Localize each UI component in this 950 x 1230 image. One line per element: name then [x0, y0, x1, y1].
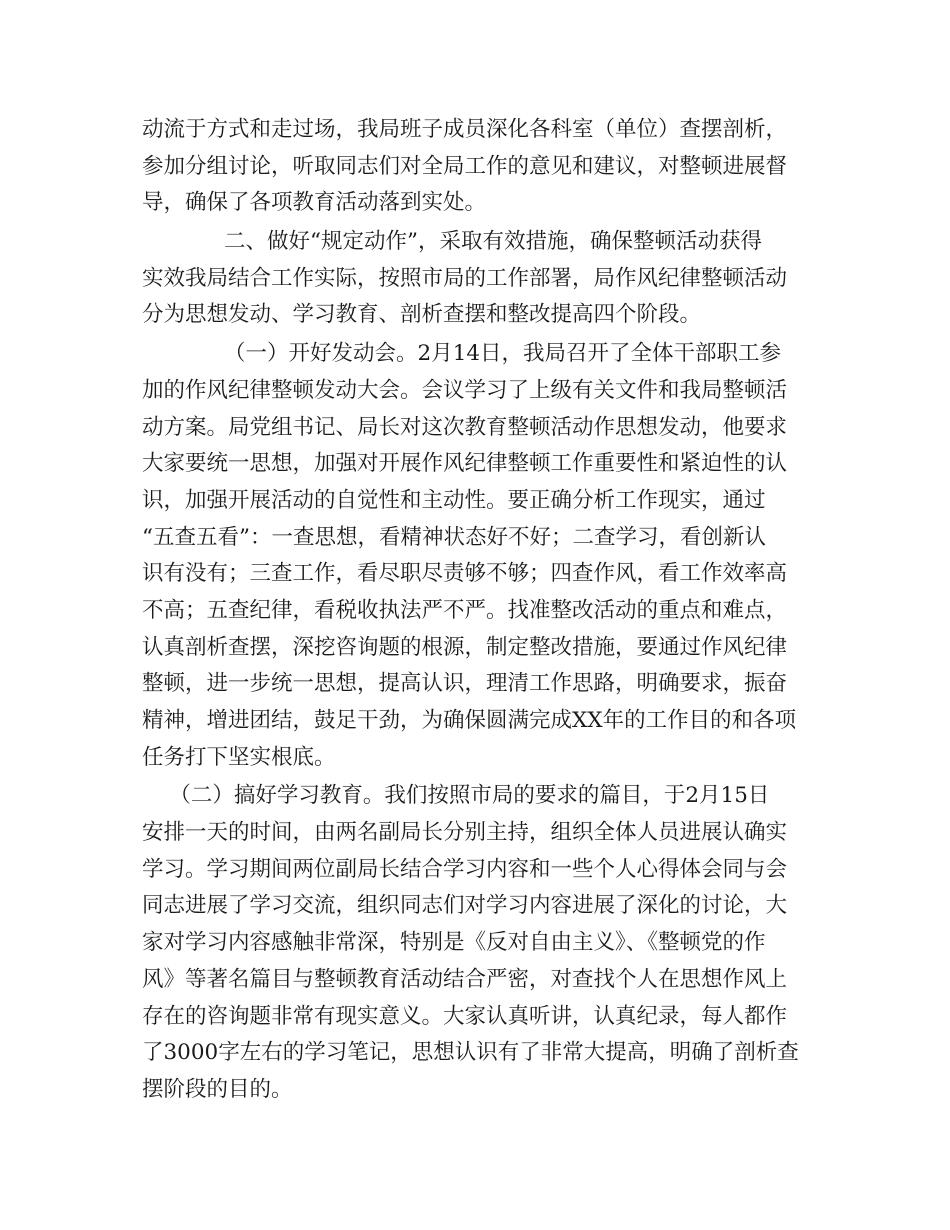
paragraph — [142, 112, 822, 222]
text-line: 摆阶段的目的。 — [142, 1076, 293, 1102]
text-line: 参加分组讨论，听取同志们对全局工作的意见和建议，对整顿进展督 — [142, 153, 788, 179]
paragraph — [142, 224, 822, 334]
text-line: 学习。学习期间两位副局长结合学习内容和一些个人心得体会同与会 — [142, 856, 788, 882]
text-line: 识，加强开展活动的自觉性和主动性。要正确分析工作现实，通过 — [142, 487, 766, 513]
text-line: 导，确保了各项教育活动落到实处。 — [142, 190, 487, 216]
text-line: 存在的咨询题非常有现实意义。大家认真听讲，认真纪录，每人都作 — [142, 1003, 788, 1029]
paragraph — [142, 778, 822, 1108]
paragraph — [142, 336, 822, 776]
text-line: 安排一天的时间，由两名副局长分别主持，组织全体人员进展认确实 — [142, 820, 788, 846]
text-line: 风》等著名篇目与整顿教育活动结合严密，对查找个人在思想作风上 — [142, 966, 788, 992]
text-line: 二、做好“规定动作”，采取有效措施，确保整顿活动获得 — [142, 229, 762, 255]
text-line: “五查五看”：一查思想，看精神状态好不好；二查学习，看创新认 — [142, 524, 766, 550]
text-line: 不高；五查纪律，看税收执法严不严。找准整改活动的重点和难点， — [142, 597, 788, 623]
text-line: 分为思想发动、学习教育、剖析查摆和整改提高四个阶段。 — [142, 302, 702, 328]
text-line: 识有没有；三查工作，看尽职尽责够不够；四查作风，看工作效率高 — [142, 561, 788, 587]
text-line: 家对学习内容感触非常深，特别是《反对自由主义》、《整顿党的作 — [142, 930, 766, 956]
text-line: 了3000字左右的学习笔记，思想认识有了非常大提高，明确了剖析查 — [142, 1040, 799, 1066]
text-line: 动流于方式和走过场，我局班子成员深化各科室（单位）查摆剖析， — [142, 117, 788, 142]
text-line: 加的作风纪律整顿发动大会。会议学习了上级有关文件和我局整顿活 — [142, 377, 788, 403]
text-line: （二）搞好学习教育。我们按照市局的要求的篇目，于2月15日 — [142, 783, 770, 809]
document-body — [142, 112, 822, 1109]
text-line: 大家要统一思想，加强对开展作风纪律整顿工作重要性和紧迫性的认 — [142, 451, 788, 477]
text-line: 整顿，进一步统一思想，提高认识，理清工作思路，明确要求，振奋 — [142, 671, 788, 697]
text-line: 动方案。局党组书记、局长对这次教育整顿活动作思想发动，他要求 — [142, 414, 788, 440]
text-line: 实效我局结合工作实际，按照市局的工作部署，局作风纪律整顿活动 — [142, 265, 788, 291]
text-line: 精神，增进团结，鼓足干劲，为确保圆满完成XX年的工作目的和各项 — [142, 708, 797, 733]
text-line: 认真剖析查摆，深挖咨询题的根源，制定整改措施，要通过作风纪律 — [142, 634, 788, 660]
text-line: 任务打下坚实根底。 — [142, 744, 336, 770]
text-line: 同志进展了学习交流，组织同志们对学习内容进展了深化的讨论，大 — [142, 893, 788, 919]
text-line: （一）开好发动会。2月14日，我局召开了全体干部职工参 — [142, 341, 782, 367]
